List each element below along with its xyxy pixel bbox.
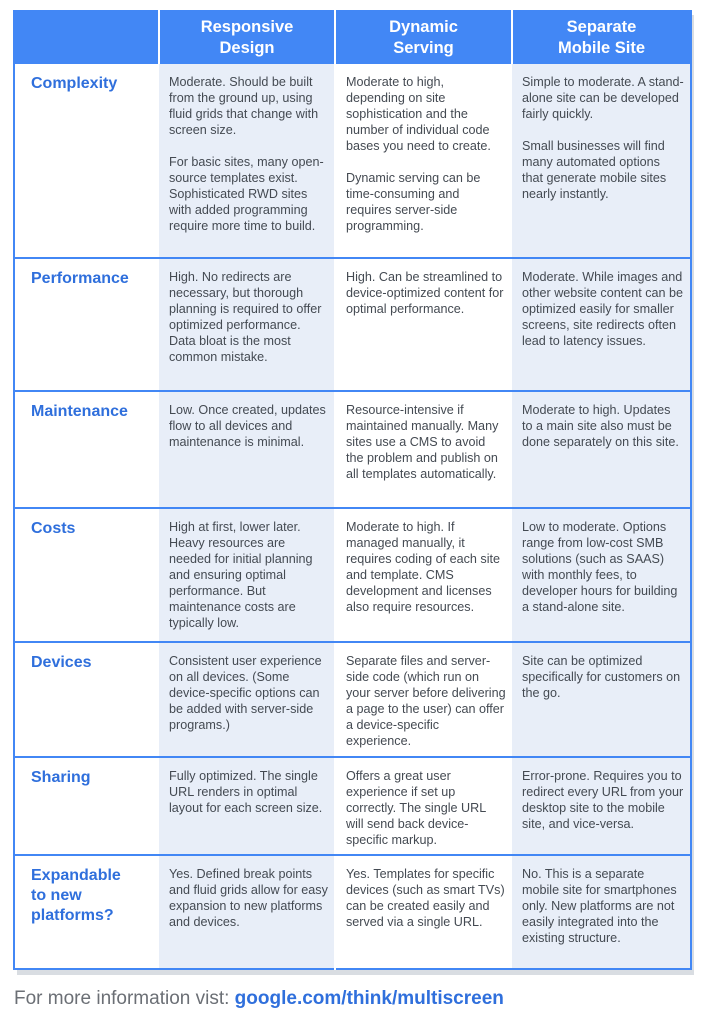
cell-responsive: Moderate. Should be built from the ground up, using fluid grids that change with screen size. For basic sites, many open-source templates exist. Sophisticated RWD sites with added programming require more time to build. xyxy=(159,64,335,258)
row-label: Devices xyxy=(14,642,159,757)
header-separate-mobile-site: Separate Mobile Site xyxy=(512,11,691,64)
row-label: Expandable to new platforms? xyxy=(14,855,159,969)
cell-separate: Simple to moderate. A stand-alone site can be developed fairly quickly. Small businesses will find many automated options that generate mobile sites nearly instantly. xyxy=(512,64,691,258)
header-row xyxy=(14,11,691,64)
cell-dynamic: Moderate to high, depending on site sophistication and the number of individual code bases you need to create. Dynamic serving can be time-consuming and requires server-side programming. xyxy=(335,64,512,258)
row-sharing xyxy=(14,757,691,855)
footer xyxy=(14,988,504,1010)
cell-dynamic: Resource-intensive if maintained manually. Many sites use a CMS to avoid the problem and publish on all templates automatically. xyxy=(335,391,512,508)
comparison-table xyxy=(13,10,692,970)
header-dynamic-serving: Dynamic Serving xyxy=(335,11,512,64)
row-label: Performance xyxy=(14,258,159,391)
cell-separate: Moderate. While images and other website content can be optimized easily for smaller screens, site redirects often lead to latency issues. xyxy=(512,258,691,391)
cell-separate: No. This is a separate mobile site for smartphones only. New platforms are not easily integrated into the existing structure. xyxy=(512,855,691,969)
cell-separate: Moderate to high. Updates to a main site also must be done separately on this site. xyxy=(512,391,691,508)
row-complexity xyxy=(14,64,691,258)
cell-separate: Error-prone. Requires you to redirect every URL from your desktop site to the mobile site, and vice-versa. xyxy=(512,757,691,855)
cell-dynamic: Moderate to high. If managed manually, it requires coding of each site and template. CMS development and licenses also require resources. xyxy=(335,508,512,642)
cell-dynamic: High. Can be streamlined to device-optimized content for optimal performance. xyxy=(335,258,512,391)
footer-link[interactable]: google.com/think/multiscreen xyxy=(234,988,504,1009)
cell-responsive: Yes. Defined break points and fluid grids allow for easy expansion to new platforms and devices. xyxy=(159,855,335,969)
cell-dynamic: Yes. Templates for specific devices (such as smart TVs) can be created easily and served via a single URL. xyxy=(335,855,512,969)
cell-separate: Low to moderate. Options range from low-cost SMB solutions (such as SAAS) with monthly fees, to developer hours for building a stand-alone site. xyxy=(512,508,691,642)
header-responsive-design: Responsive Design xyxy=(159,11,335,64)
row-costs xyxy=(14,508,691,642)
row-label: Complexity xyxy=(14,64,159,258)
comparison-table-container xyxy=(13,10,690,970)
cell-separate: Site can be optimized specifically for customers on the go. xyxy=(512,642,691,757)
header-corner xyxy=(14,11,159,64)
cell-responsive: Fully optimized. The single URL renders in optimal layout for each screen size. xyxy=(159,757,335,855)
row-devices xyxy=(14,642,691,757)
cell-dynamic: Offers a great user experience if set up correctly. The single URL will send back device-specific markup. xyxy=(335,757,512,855)
row-maintenance xyxy=(14,391,691,508)
row-label: Sharing xyxy=(14,757,159,855)
cell-responsive: Consistent user experience on all devices. (Some device-specific options can be added with server-side programs.) xyxy=(159,642,335,757)
row-performance xyxy=(14,258,691,391)
row-expandable xyxy=(14,855,691,969)
cell-responsive: High at first, lower later. Heavy resources are needed for initial planning and ensuring optimal performance. But maintenance costs are typically low. xyxy=(159,508,335,642)
cell-responsive: Low. Once created, updates flow to all devices and maintenance is minimal. xyxy=(159,391,335,508)
cell-responsive: High. No redirects are necessary, but thorough planning is required to offer optimized performance. Data bloat is the most common mistake. xyxy=(159,258,335,391)
footer-prefix: For more information vist: xyxy=(14,988,235,1009)
row-label: Costs xyxy=(14,508,159,642)
cell-dynamic: Separate files and server-side code (which run on your server before delivering a page to the user) can offer a device-specific experience. xyxy=(335,642,512,757)
row-label: Maintenance xyxy=(14,391,159,508)
